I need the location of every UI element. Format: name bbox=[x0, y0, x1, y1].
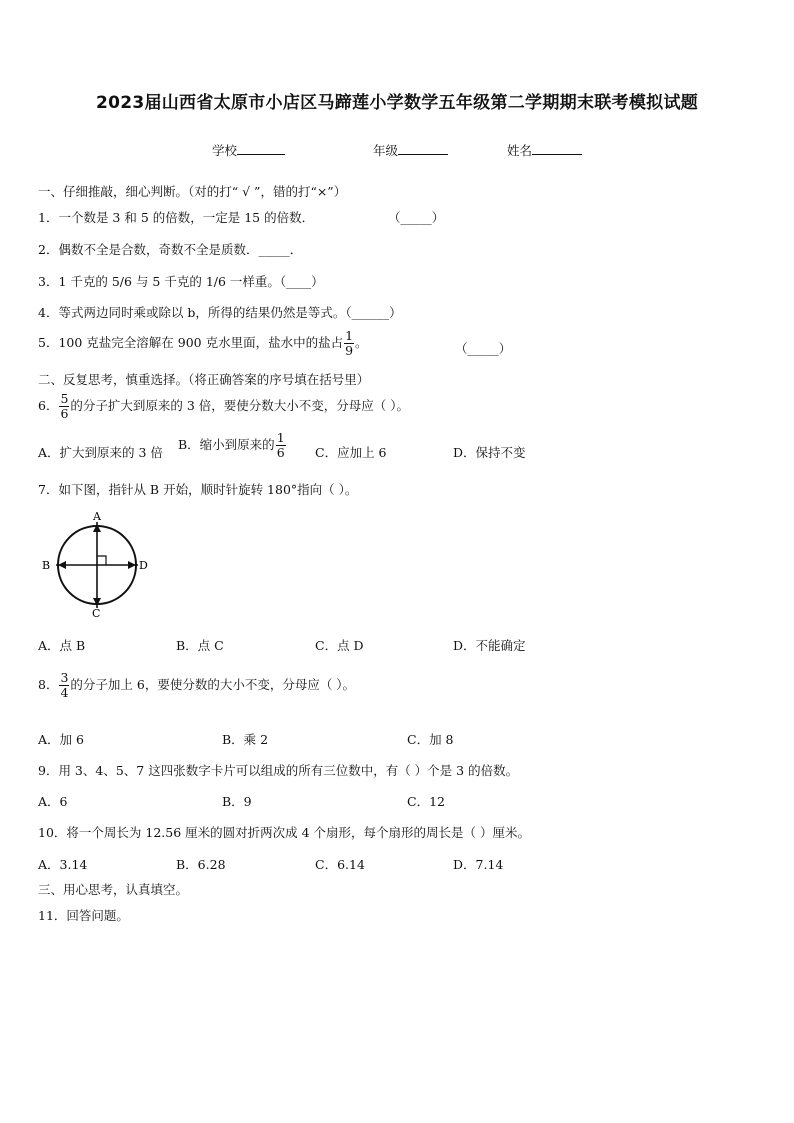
name-blank[interactable] bbox=[532, 142, 582, 155]
fraction-numerator: 3 bbox=[60, 670, 69, 685]
name-label: 姓名 bbox=[507, 143, 533, 158]
fraction-3-4 bbox=[59, 671, 69, 700]
arrow-right-icon bbox=[128, 561, 136, 569]
compass-diagram bbox=[38, 508, 158, 620]
fraction-numerator: 1 bbox=[276, 430, 285, 445]
student-info-line bbox=[212, 141, 285, 159]
right-angle-mark bbox=[97, 556, 106, 565]
school-blank[interactable] bbox=[237, 142, 285, 155]
question-11: 11．回答问题。 bbox=[38, 908, 129, 923]
section1-heading: 一、仔细推敲，细心判断。（对的打“ √ ”，错的打“×”） bbox=[38, 184, 347, 199]
question-5-answer-bracket[interactable]: （_____） bbox=[455, 341, 512, 356]
fraction-numerator: 1 bbox=[345, 328, 354, 343]
question-10: 10．将一个周长为 12.56 厘米的圆对折两次成 4 个扇形，每个扇形的周长是（ ）厘米。 bbox=[38, 825, 531, 840]
question-6 bbox=[38, 392, 409, 421]
question-9: 9．用 3、4、5、7 这四张数字卡片可以组成的所有三位数中，有（ ）个是 3 的倍数。 bbox=[38, 763, 519, 778]
question-2: 2．偶数不全是合数，奇数不全是质数．_____． bbox=[38, 242, 303, 257]
label-d: D bbox=[139, 559, 148, 572]
question-6-option-c[interactable]: C．应加上 6 bbox=[315, 445, 387, 460]
label-b: B bbox=[42, 559, 51, 572]
question-9-option-a[interactable]: A．6 bbox=[38, 794, 68, 809]
fraction-1-9 bbox=[344, 329, 354, 358]
question-4: 4．等式两边同时乘或除以 b，所得的结果仍然是等式。（______） bbox=[38, 305, 402, 320]
question-9-option-c[interactable]: C．12 bbox=[407, 794, 445, 809]
question-8-number: 8． bbox=[38, 677, 59, 692]
question-10-option-c[interactable]: C．6.14 bbox=[315, 857, 365, 872]
question-8-option-b[interactable]: B．乘 2 bbox=[222, 732, 269, 747]
question-10-option-a[interactable]: A．3.14 bbox=[38, 857, 88, 872]
question-1-answer-bracket[interactable]: （_____） bbox=[388, 210, 445, 225]
fraction-denominator: 6 bbox=[60, 406, 69, 421]
question-6-number: 6． bbox=[38, 398, 59, 413]
question-9-option-b[interactable]: B．9 bbox=[222, 794, 252, 809]
question-5-text-end: 。 bbox=[355, 335, 368, 350]
question-8-option-c[interactable]: C．加 8 bbox=[407, 732, 454, 747]
school-label: 学校 bbox=[212, 143, 238, 158]
question-6-option-d[interactable]: D．保持不变 bbox=[453, 445, 526, 460]
question-8-text: 的分子加上 6，要使分数的大小不变，分母应（ ）。 bbox=[70, 677, 356, 692]
grade-label: 年级 bbox=[373, 143, 399, 158]
fraction-numerator: 5 bbox=[60, 391, 69, 406]
question-7-option-a[interactable]: A．点 B bbox=[38, 638, 86, 653]
question-10-option-d[interactable]: D．7.14 bbox=[453, 857, 504, 872]
grade-blank[interactable] bbox=[398, 142, 448, 155]
question-8 bbox=[38, 671, 355, 700]
question-6-option-b[interactable] bbox=[178, 431, 287, 460]
question-6-text: 的分子扩大到原来的 3 倍，要使分数大小不变，分母应（ ）。 bbox=[70, 398, 410, 413]
question-5-text: 5．100 克盐完全溶解在 900 克水里面，盐水中的盐占 bbox=[38, 335, 344, 350]
question-7-option-c[interactable]: C．点 D bbox=[315, 638, 364, 653]
fraction-denominator: 6 bbox=[276, 445, 285, 460]
fraction-denominator: 4 bbox=[60, 685, 69, 700]
page-title: 2023届山西省太原市小店区马蹄莲小学数学五年级第二学期期末联考模拟试题 bbox=[95, 93, 699, 113]
question-7-option-d[interactable]: D．不能确定 bbox=[453, 638, 526, 653]
label-c: C bbox=[92, 607, 101, 620]
option-b-text: B．缩小到原来的 bbox=[178, 437, 275, 452]
fraction-denominator: 9 bbox=[345, 343, 354, 358]
fraction-1-6 bbox=[276, 431, 286, 460]
question-10-option-b[interactable]: B．6.28 bbox=[176, 857, 226, 872]
grade-field bbox=[373, 141, 448, 159]
question-5 bbox=[38, 329, 368, 358]
question-1: 1．一个数是 3 和 5 的倍数，一定是 15 的倍数． bbox=[38, 210, 315, 225]
question-6-option-a[interactable]: A．扩大到原来的 3 倍 bbox=[38, 445, 163, 460]
label-a: A bbox=[93, 510, 101, 523]
question-8-option-a[interactable]: A．加 6 bbox=[38, 732, 84, 747]
question-7: 7．如下图，指针从 B 开始，顺时针旋转 180°指向（ ）。 bbox=[38, 482, 358, 497]
section2-heading: 二、反复思考，慎重选择。（将正确答案的序号填在括号里） bbox=[38, 372, 370, 387]
name-field bbox=[507, 141, 582, 159]
question-7-option-b[interactable]: B．点 C bbox=[176, 638, 224, 653]
question-3: 3．1 千克的 5/6 与 5 千克的 1/6 一样重。（____） bbox=[38, 274, 324, 289]
section3-heading: 三、用心思考，认真填空。 bbox=[38, 882, 189, 897]
fraction-5-6 bbox=[59, 392, 69, 421]
arrow-left-icon bbox=[58, 561, 66, 569]
